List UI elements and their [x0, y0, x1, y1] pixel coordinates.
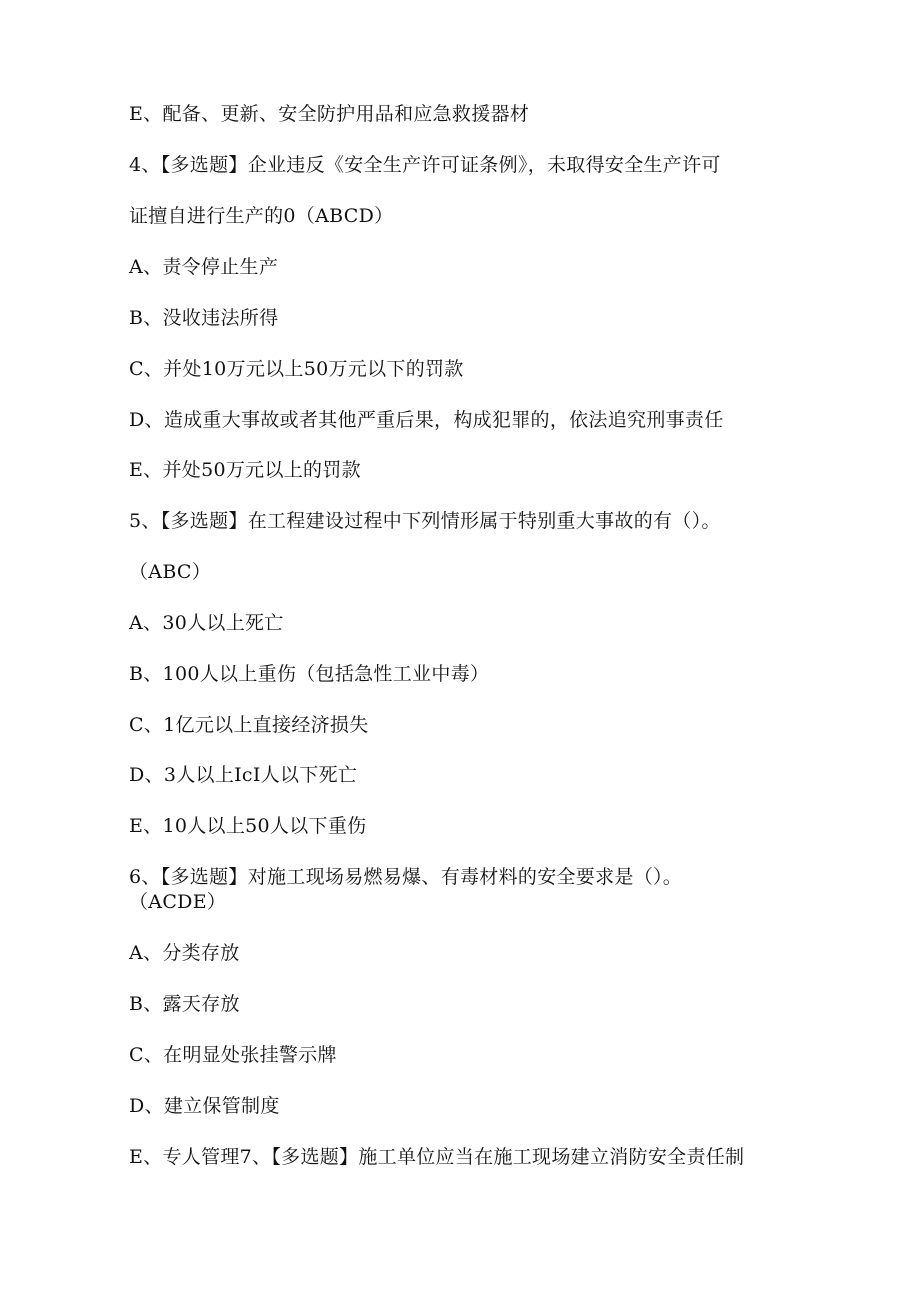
option-d-q6: D、建立保管制度	[129, 1095, 280, 1117]
question-6-answer: （ACDE）	[129, 891, 227, 913]
question-5-answer: （ABC）	[129, 561, 212, 583]
option-a-q4: A、责令停止生产	[129, 256, 279, 278]
option-d-q4: D、造成重大事故或者其他严重后果，构成犯罪的，依法追究刑事责任	[129, 409, 724, 431]
option-c-q6: C、在明显处张挂警示牌	[129, 1044, 337, 1066]
option-a-q6: A、分类存放	[129, 942, 240, 964]
option-e-q3: E、配备、更新、安全防护用品和应急救援器材	[129, 103, 530, 125]
option-a-q5: A、30人以上死亡	[129, 612, 284, 634]
option-c-q4: C、并处10万元以上50万元以下的罚款	[129, 358, 464, 380]
option-e-q5: E、10人以上50人以下重伤	[129, 815, 367, 837]
option-b-q5: B、100人以上重伤（包括急性工业中毒）	[129, 663, 490, 685]
option-b-q6: B、露天存放	[129, 993, 240, 1015]
option-b-q4: B、没收违法所得	[129, 307, 279, 329]
option-c-q5: C、1亿元以上直接经济损失	[129, 714, 369, 736]
option-e-q6-and-question-7: E、专人管理7、【多选题】施工单位应当在施工现场建立消防安全责任制	[129, 1146, 745, 1168]
option-e-q4: E、并处50万元以上的罚款	[129, 459, 361, 481]
question-4-continuation: 证擅自进行生产的0（ABCD）	[129, 205, 394, 227]
option-d-q5: D、3人以上IcI人以下死亡	[129, 764, 358, 786]
question-4-text: 4、【多选题】企业违反《安全生产许可证条例》，未取得安全生产许可	[129, 154, 721, 176]
question-5-text: 5、【多选题】在工程建设过程中下列情形属于特别重大事故的有（）。	[129, 510, 721, 532]
question-6-text: 6、【多选题】对施工现场易燃易爆、有毒材料的安全要求是（）。	[129, 866, 683, 888]
